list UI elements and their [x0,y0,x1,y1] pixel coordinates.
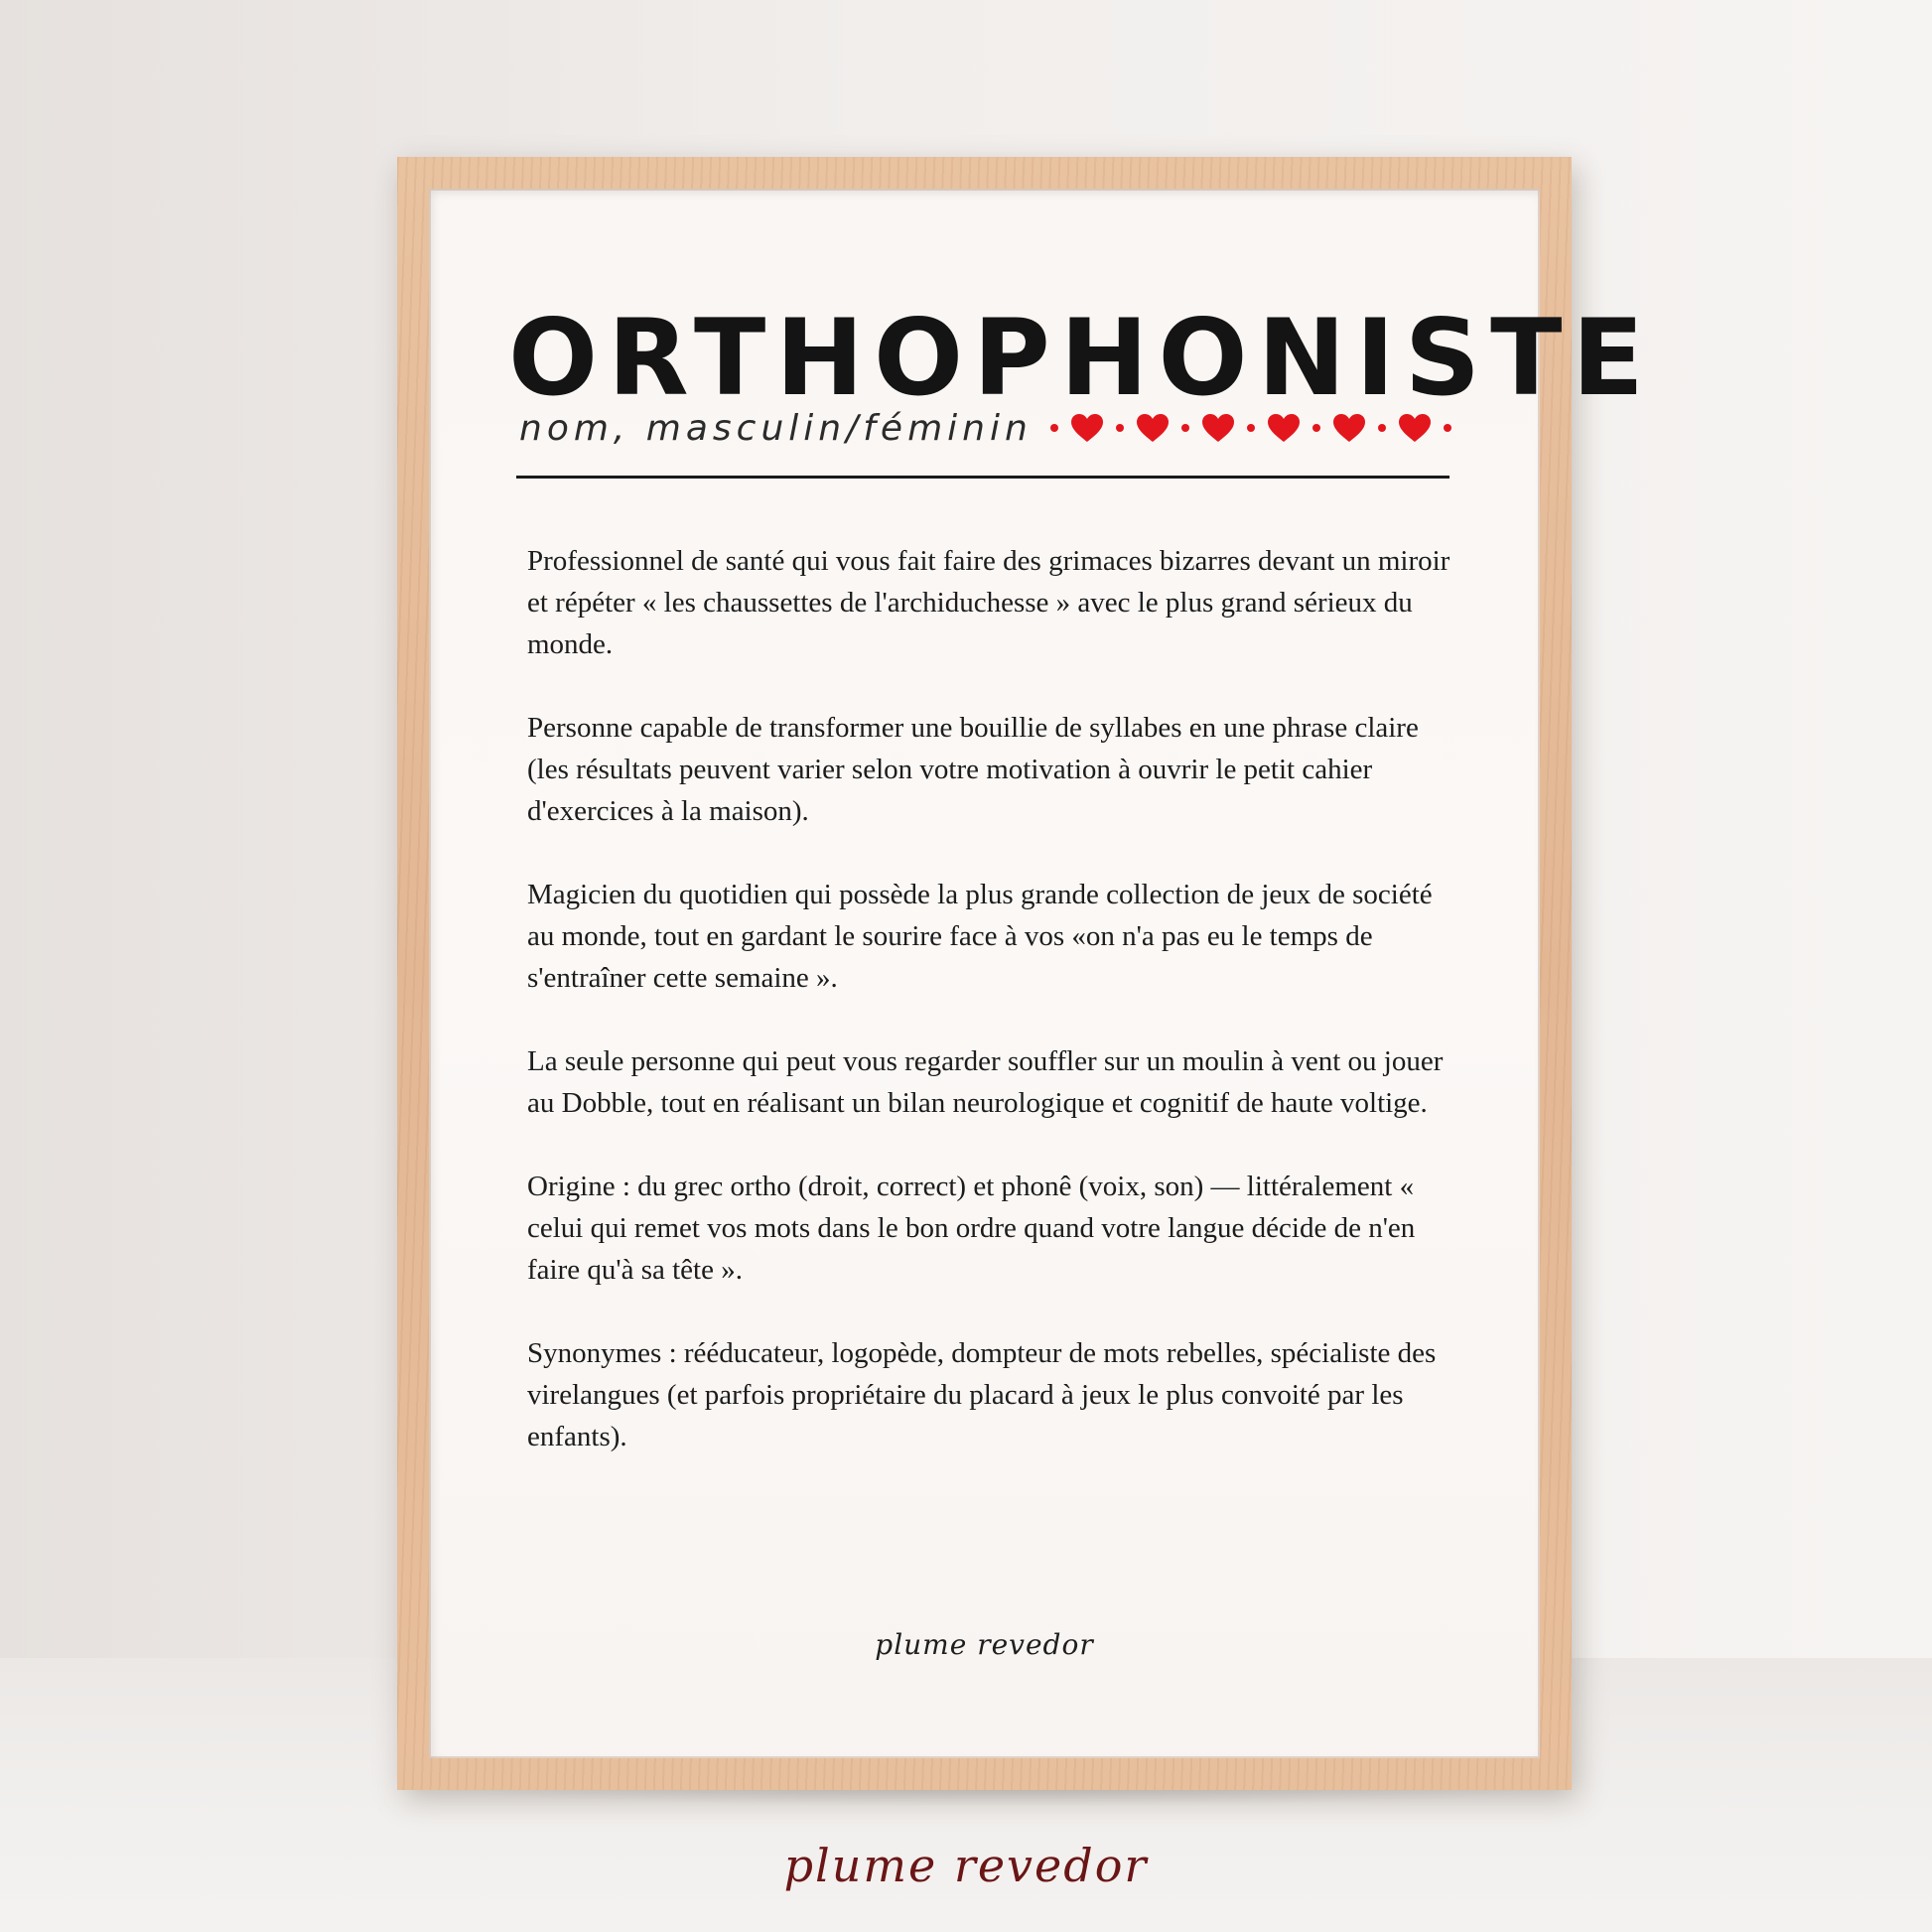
heart-icon [1201,413,1235,443]
dot-icon [1444,424,1451,432]
dot-icon [1247,424,1255,432]
definition-paragraph: La seule personne qui peut vous regarder souffler sur un moulin à vent ou jouer au Dobble, tout en réalisant un bilan neurologique et cognitif de haute voltige. [527,1045,1444,1119]
heart-icon [1332,413,1366,443]
poster-signature: plume revedor [875,1628,1094,1661]
dot-icon [1116,424,1124,432]
poster-paper [429,189,1654,1758]
definition-paragraph: Professionnel de santé qui vous fait faire des grimaces bizarres devant un miroir et répéter « les chaussettes de l'archiduchesse » avec le plus grand sérieux du monde. [527,545,1450,660]
dot-icon [1050,424,1058,432]
dot-icon [1378,424,1386,432]
dot-icon [1312,424,1320,432]
dot-icon [1181,424,1189,432]
poster-subtitle: nom, masculin/féminin [519,407,1033,449]
hearts-decoration [1038,413,1463,443]
heart-icon [1136,413,1170,443]
wooden-frame [397,157,1654,1790]
brand-watermark: plume revedor [783,1839,1149,1892]
definition-paragraph: Origine : du grec ortho (droit, correct) et phonê (voix, son) — littéralement « celui qui remet vos mots dans le bon ordre quand votre langue décide de n'en faire qu'à sa tête ». [527,1171,1416,1286]
heart-icon [1267,413,1301,443]
definition-paragraph: Personne capable de transformer une bouillie de syllabes en une phrase claire (les résultats peuvent varier selon votre motivation à ouvrir le petit cahier d'exercices à la maison). [527,712,1419,827]
definition-body [527,540,1455,1499]
definition-paragraph: Magicien du quotidien qui possède la plus grande collection de jeux de société au monde, tout en gardant le sourire face à vos «on n'a pas eu le temps de s'entraîner cette semaine ». [527,879,1433,994]
heart-icon [1070,413,1104,443]
divider-line [516,476,1449,479]
subtitle-row [519,403,1452,453]
definition-paragraph: Synonymes : rééducateur, logopède, dompteur de mots rebelles, spécialiste des virelangues (et parfois propriétaire du placard à jeux le plus convoité par les enfants). [527,1337,1437,1452]
heart-icon [1398,413,1432,443]
poster-title: ORTHOPHONISTE [508,297,1654,419]
